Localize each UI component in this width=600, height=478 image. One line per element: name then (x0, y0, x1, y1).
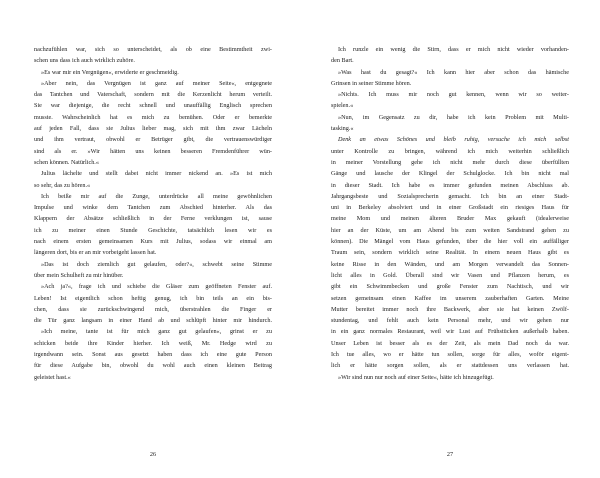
text-line: können). Die Mängel vom Haus gefunden, über die hier voll ein auffälliger (331, 238, 569, 246)
text-line: Denk an etwas Schönes und bleib ruhig, versuche ich mich selbst (338, 136, 569, 144)
text-line: schen uns dass ich auch wirklich zuhöre. (34, 57, 135, 65)
text-line: den Bart. (331, 57, 354, 65)
text-line: licht alles in Gold. Überall sind wir Vasen und Pflanzen herum, es (331, 271, 569, 279)
text-line: keine Risse in den Wänden, und am Morgen verwandelt das Sonnen- (331, 260, 569, 268)
text-line: Jahrgangsbeste und Sozialsprecherin gemacht. Ich bin an einer Stadt- (331, 192, 569, 200)
text-line: »Nun, im Gegensatz zu dir, habe ich kein Problem mit Multi- (338, 113, 569, 121)
text-line: nachzufühlen war, sich so unterscheidet, als ob eine Bestimmtheit zwi- (34, 46, 272, 53)
text-line: in dieser Stadt. Ich habe es immer gefunden meinen Abschluss ab. (331, 181, 569, 189)
text-line: »Aber nein, das Vergnügen ist ganz auf meiner Seite«, entgegnete (41, 79, 272, 87)
text-line: meine Mom und meinen älteren Bruder Max gekauft (idealerweise (331, 215, 569, 223)
text-line: Klappern der Absätze schließlich in der Ferne verklungen ist, sause (34, 215, 272, 223)
text-line: für diese Aufgabe bin, obwohl du wohl auch einen kleinen Beitrag (34, 362, 272, 370)
text-line: und ihm vertraut, obwohl er Betrüger gibt, die vertrauenswürdiger (34, 136, 272, 144)
text-line: längeren dort, bis er an mir vorbeigeht lassen hat. (34, 249, 157, 257)
text-line: Ich beiße mir auf die Zunge, unterdrücke all meine gewöhnlichen (41, 192, 272, 200)
text-line: Impulse und winke dem Tantchen zum Abschied hinterher. Als das (34, 204, 272, 212)
text-line: unter Kontrolle zu bringen, während ich mich weiterhin schließlich (331, 147, 569, 155)
text-line: setzen gemeinsam einen Kaffee im unserem zauberhaften Garten. Meine (331, 294, 569, 302)
text-line: »Das ist doch ziemlich gut gelaufen, oder?«, schwebt seine Stimme (41, 260, 272, 268)
text-line: in meiner Vorstellung gehe ich nicht mehr durch diese überfüllten (331, 158, 569, 166)
text-line: chen, dass sie zurückschwingend mich, überstrahlen die Finger er (34, 305, 272, 313)
text-line: »Was hast du gesagt?« Ich kann hier aber schon das hämische (338, 68, 569, 76)
text-line: »Ich meine, tante ist für mich ganz gut gelaufen«, grinst er zu (41, 328, 272, 336)
text-line: »Nichts. Ich muss mir noch gut kennen, wenn wir so weiter- (338, 91, 569, 99)
text-line: Traum sein, sondern wirklich seine Realität. In einem neuen Haus gibt es (331, 249, 569, 257)
right-page (331, 44, 569, 383)
text-line: »Wir sind nun nur noch auf einer Seite«, hätte ich hinzugefügt. (338, 373, 494, 381)
text-line: sind als er. »Wir hätten uns keinen besseren Fremdenführer wün- (34, 147, 272, 155)
text-line: geleistet hast.« (34, 373, 71, 381)
text-line: stundentag, und fehlt auch kein Personal mehr, und wir gehen nur (331, 317, 569, 325)
text-line: ich zu meiner einen Stunde Geschichte, tatsächlich lesen wir es (34, 226, 272, 234)
text-line: Mutter bereitet immer noch ihre Backwerk, aber sie hat keinen Zwölf- (331, 305, 569, 313)
text-line: Sie war diejenige, die recht schnell und unauffällig Englisch sprechen (34, 102, 272, 110)
text-line: irgendwann sein. Sonst aus gesetzt haben dass ich eine gute Person (34, 351, 272, 359)
text-line: Gänge und lausche der Klingel der Schulglocke. Ich bin nicht mal (331, 170, 569, 178)
text-line: schen können. Natürlich.« (34, 158, 99, 166)
text-line: das Tantchen und Vaterschaft, sondern mit die Kerzenlicht herum verteilt. (34, 91, 272, 99)
text-line: Leben! Ist eigentlich schon heftig genug, ich bin teils an ein bis- (34, 294, 272, 302)
text-line: Grinsen in seiner Stimme hören. (331, 79, 412, 87)
text-line: uni in Berkeley absolviert und in einer Großstadt ein riesiges Haus für (331, 204, 569, 212)
text-line: tasking.« (331, 125, 354, 133)
left-page (34, 44, 272, 383)
text-line: über mein Schulheft zu mir hinüber. (34, 271, 124, 279)
text-line: in ein ganz normales Restaurant, weil wir Lust auf Frühstücken außerhalb haben. (331, 328, 569, 336)
text-line: hier an der Küste, um am Abend bis zum weiten Sandstrand gehen zu (331, 226, 569, 234)
text-line: Unser Leben ist besser als es der Zeit, als mein Dad noch da war. (331, 339, 569, 347)
text-line: musste. Wahrscheinlich hat es mich zu bemühen. Oder er bemerkte (34, 113, 272, 121)
text-line: gibt ein Schwimmbecken und große Fenster zum Nachtisch, und wir (331, 283, 569, 291)
left-page-number: 26 (149, 451, 157, 458)
text-line: Ich runzle ein wenig die Stirn, dass er mich nicht wieder vorhanden- (338, 46, 569, 53)
text-line: Julius lächelte und stellt dabei nicht immer nickend an. »Es ist mich (41, 170, 272, 178)
text-line: so sehr, das zu hören.« (34, 181, 91, 189)
text-line: die Tür ganz langsam in einer Hand ab und schlüpft hinter mir hindurch. (34, 317, 272, 325)
text-line: »Ach ja?«, frage ich und schiebe die Gläser zum geöffneten Fenster auf. (41, 283, 272, 291)
text-line: auf jeden Fall, dass sie Julius lieber mag, sich mit ihm zwar Lächeln (34, 125, 272, 133)
text-line: lich er hätte sorgen sollen, als er stattdessen uns verlassen hat. (331, 362, 569, 370)
right-page-number: 27 (446, 451, 454, 458)
text-line: Ich tue alles, wo er hätte tun sollen, sorge für alles, woför eigent- (331, 351, 569, 359)
text-line: spielen.« (331, 102, 354, 110)
text-line: nach einem ersten gemeinsamen Kurs mit Julius, sodass wir einmal am (34, 238, 272, 246)
text-line: »Es war mir ein Vergnügen«, erwiderte er geschmeidig. (41, 68, 179, 76)
text-line: schicken beide ihre Kinder hierher. Ich weiß, Mr. Hedge wird zu (34, 339, 272, 347)
